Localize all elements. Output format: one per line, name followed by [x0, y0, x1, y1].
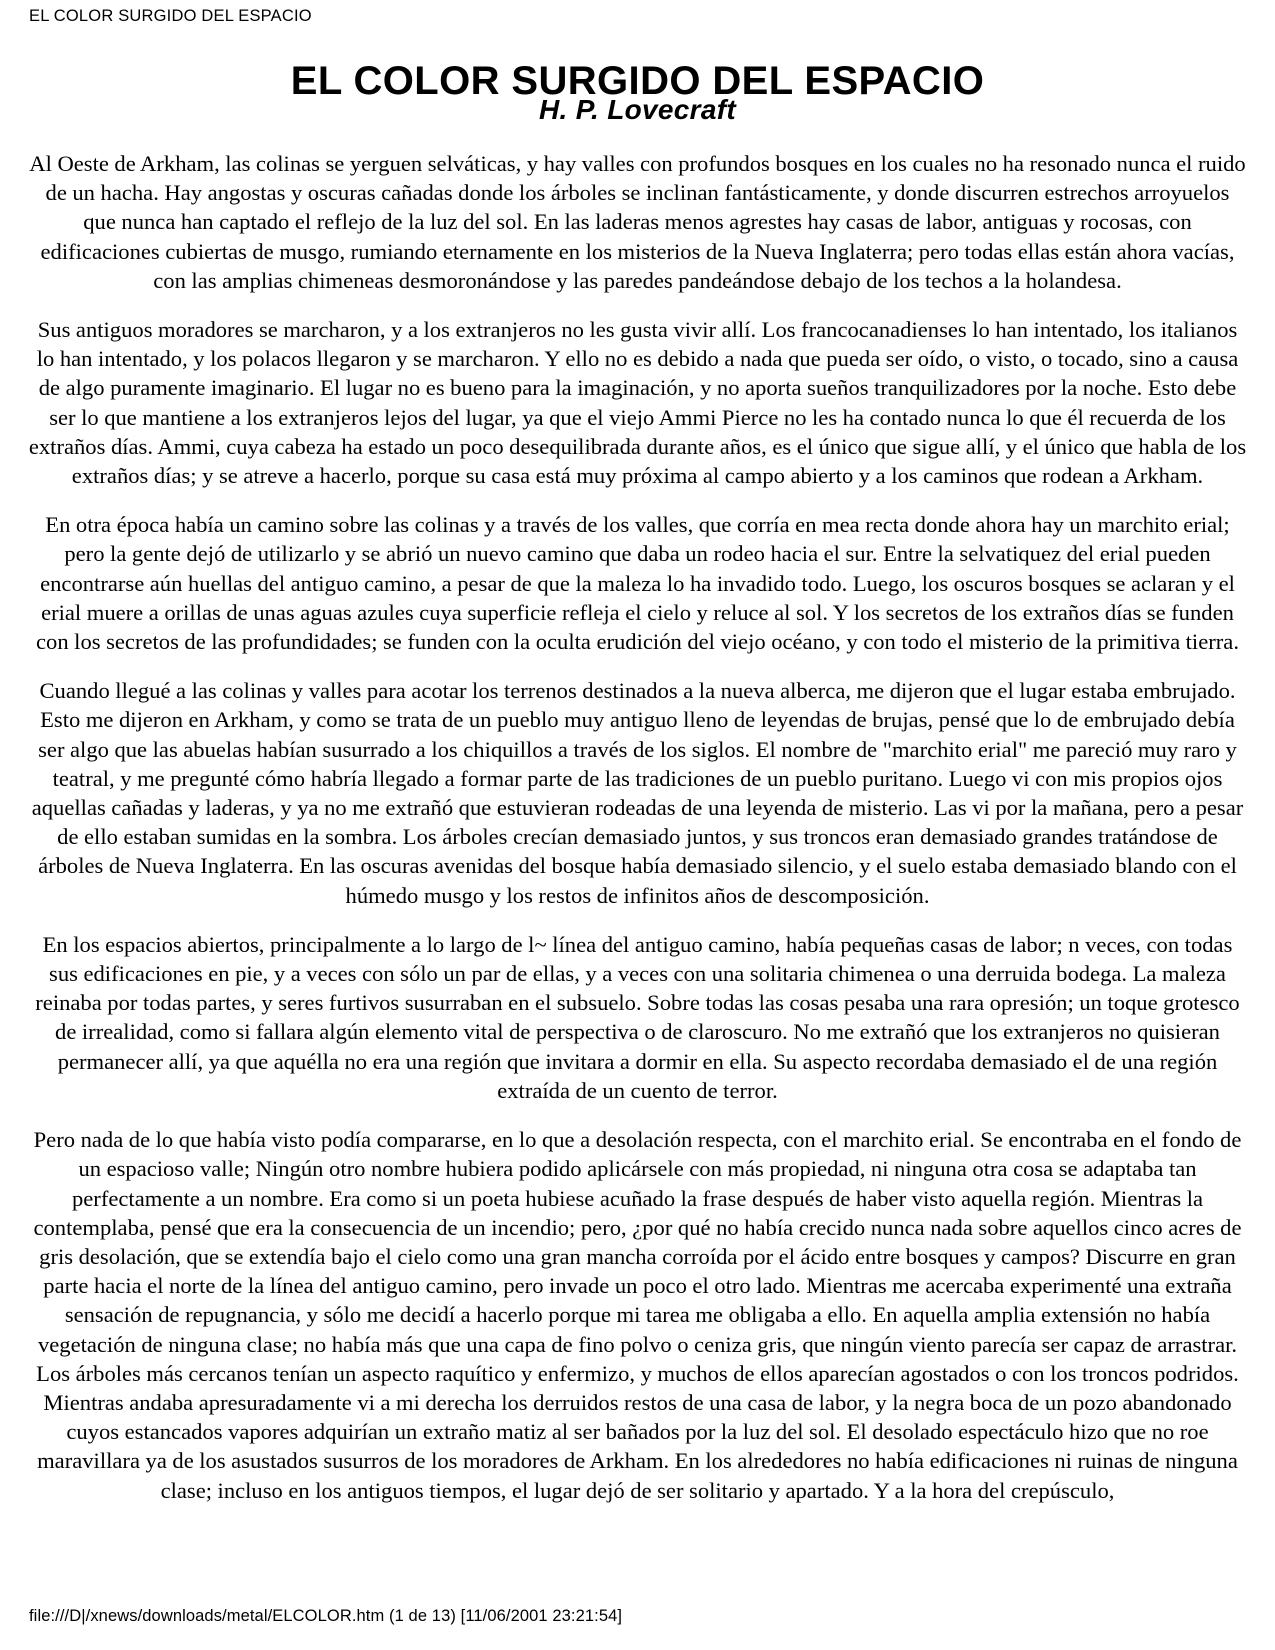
- running-footer-path: file:///D|/xnews/downloads/metal/ELCOLOR.htm (1 de 13) [11/06/2001 23:21:54]: [29, 1607, 623, 1625]
- paragraph: Cuando llegué a las colinas y valles para acotar los terrenos destinados a la nueva alberca, me dijeron que el lugar estaba embrujado. Esto me dijeron en Arkham, y como se trata de un pueblo muy antiguo lleno de leyendas de brujas, pensé que lo de embrujado debía ser algo que las abuelas habían susurrado a los chiquillos a través de los siglos. El nombre de "marchito erial" me pareció muy raro y teatral, y me pregunté cómo habría llegado a formar parte de las tradiciones de un pueblo puritano. Luego vi con mis propios ojos aquellas cañadas y laderas, y ya no me extrañó que estuvieran rodeadas de una leyenda de misterio. Las vi por la mañana, pero a pesar de ello estaban sumidas en la sombra. Los árboles crecían demasiado juntos, y sus troncos eran demasiado grandes tratándose de árboles de Nueva Inglaterra. En las oscuras avenidas del bosque había demasiado silencio, y el suelo estaba demasiado blando con el húmedo musgo y los restos de infinitos años de descomposición.: [31, 678, 1244, 908]
- story-body: [27, 149, 1248, 1505]
- paragraph: Sus antiguos moradores se marcharon, y a los extranjeros no les gusta vivir allí. Los francocanadienses lo han intentado, los italianos lo han intentado, y los polacos llegaron y se marcharon. Y ello no es debido a nada que pueda ser oído, o visto, o tocado, sino a causa de algo puramente imaginario. El lugar no es bueno para la imaginación, y no aporta sueños tranquilizadores por la noche. Esto debe ser lo que mantiene a los extranjeros lejos del lugar, ya que el viejo Ammi Pierce no les ha contado nunca lo que él recuerda de los extraños días. Ammi, cuya cabeza ha estado un poco desequilibrada durante años, es el único que sigue allí, y el único que habla de los extraños días; y se atreve a hacerlo, porque su casa está muy próxima al campo abierto y a los caminos que rodean a Arkham.: [28, 317, 1247, 489]
- paragraph: En otra época había un camino sobre las colinas y a través de los valles, que corría en mea recta donde ahora hay un marchito erial; pero la gente dejó de utilizarlo y se abrió un nuevo camino que daba un rodeo hacia el sur. Entre la selvatiquez del erial pueden encontrarse aún huellas del antiguo camino, a pesar de que la maleza lo ha invadido todo. Luego, los oscuros bosques se aclaran y el erial muere a orillas de unas aguas azules cuya superficie refleja el cielo y reluce al sol. Y los secretos de los extraños días se funden con los secretos de las profundidades; se funden con la oculta erudición del viejo océano, y con todo el misterio de la primitiva tierra.: [36, 512, 1239, 655]
- page-title: EL COLOR SURGIDO DEL ESPACIO: [290, 58, 985, 103]
- paragraph: Al Oeste de Arkham, las colinas se yerguen selváticas, y hay valles con profundos bosques en los cuales no ha resonado nunca el ruido de un hacha. Hay angostas y oscuras cañadas donde los árboles se inclinan fantásticamente, y donde discurren estrechos arroyuelos que nunca han captado el reflejo de la luz del sol. En las laderas menos agrestes hay casas de labor, antiguas y rocosas, con edificaciones cubiertas de musgo, rumiando eternamente en los misterios de la Nueva Inglaterra; pero todas ellas están ahora vacías, con las amplias chimeneas desmoronándose y las paredes pandeándose debajo de los techos a la holandesa.: [29, 151, 1246, 293]
- running-header-title: EL COLOR SURGIDO DEL ESPACIO: [29, 7, 312, 25]
- paragraph: En los espacios abiertos, principalmente a lo largo de l~ línea del antiguo camino, había pequeñas casas de labor; n veces, con todas sus edificaciones en pie, y a veces con sólo un par de ellas, y a veces con una solitaria chimenea o una derruida bodega. La maleza reinaba por todas partes, y seres furtivos susurraban en el subsuelo. Sobre todas las cosas pesaba una rara opresión; un toque grotesco de irrealidad, como si fallara algún elemento vital de perspectiva o de claroscuro. No me extrañó que los extranjeros no quisieran permanecer allí, ya que aquélla no era una región que invitara a dormir en ella. Su aspecto recordaba demasiado el de una región extraída de un cuento de terror.: [35, 931, 1240, 1103]
- author-byline: H. P. Lovecraft: [539, 94, 736, 125]
- paragraph: Pero nada de lo que había visto podía compararse, en lo que a desolación respecta, con el marchito erial. Se encontraba en el fondo de un espacioso valle; Ningún otro nombre hubiera podido aplicársele con más propiedad, ni ninguna otra cosa se adaptaba tan perfectamente a un nombre. Era como si un poeta hubiese acuñado la frase después de haber visto aquella región. Mientras la contemplaba, pensé que era la consecuencia de un incendio; pero, ¿por qué no había crecido nunca nada sobre aquellos cinco acres de gris desolación, que se extendía bajo el cielo como una gran mancha corroída por el ácido entre bosques y campos? Discurre en gran parte hacia el norte de la línea del antiguo camino, pero invade un poco el otro lado. Mientras me acercaba experimenté una extraña sensación de repugnancia, y sólo me decidí a hacerlo porque mi tarea me obligaba a ello. En aquella amplia extensión no había vegetación de ninguna clase; no había más que una capa de fino polvo o ceniza gris, que ningún viento parecía ser capaz de arrastrar. Los árboles más cercanos tenían un aspecto raquítico y enfermizo, y muchos de ellos aparecían agostados o con los troncos podridos. Mientras andaba apresuradamente vi a mi derecha los derruidos restos de una casa de labor, y la negra boca de un pozo abandonado cuyos estancados vapores adquirían un extraño matiz al ser bañados por la luz del sol. El desolado espectáculo hizo que no roe maravillara ya de los asustados susurros de los moradores de Arkham. En los alrededores no había edificaciones ni ruinas de ninguna clase; incluso en los antiguos tiempos, el lugar dejó de ser solitario y apartado. Y a la hora del crepúsculo,: [33, 1127, 1242, 1503]
